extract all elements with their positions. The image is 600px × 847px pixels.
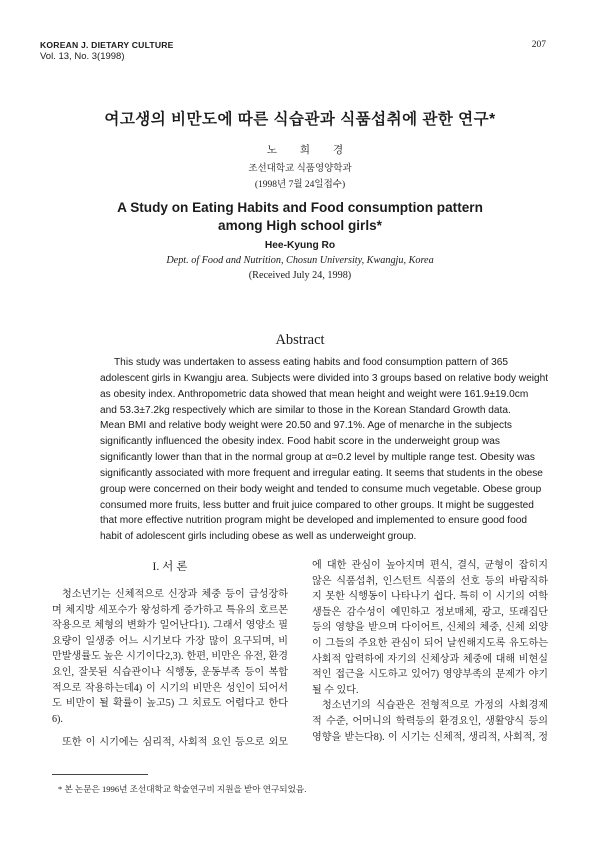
body-column-left xyxy=(52,587,288,751)
journal-name: KOREAN J. DIETARY CULTURE xyxy=(40,40,174,50)
english-author: Hee-Kyung Ro xyxy=(264,240,336,251)
body-line: 생들은 감수성이 예민하고 정보매체, 광고, 또래집단 xyxy=(312,606,548,618)
body-line: 6). xyxy=(52,713,63,725)
section-heading-introduction: I. 서 론 xyxy=(152,560,188,573)
body-line: 적 수준, 어머니의 학력등의 환경요인, 생활양식 등의 xyxy=(312,715,548,727)
body-line: 며 체지방 세포수가 왕성하게 증가하고 특유의 호르몬 xyxy=(52,604,288,616)
abstract-line: significantly lower than that in the normal group at α=0.2 level by multiple range test. Obesity was xyxy=(100,452,535,464)
abstract-line: This study was undertaken to assess eating habits and food consumption pattern of 365 xyxy=(114,357,508,368)
body-line: 지 못한 식행동이 나타나기 쉽다. 특히 이 시기의 여학 xyxy=(312,591,548,603)
abstract-line: adolescent girls in Kwangju area. Subjects were divided into 3 groups based on relative body weight xyxy=(100,372,549,384)
body-line: 적인 접근을 시도하고 있어7) 영양부족의 문제가 야기 xyxy=(312,669,548,681)
korean-received-date: (1998년 7월 24일접수) xyxy=(254,180,346,190)
body-line: 청소년기는 신체적으로 신장과 체중 등이 급성장하 xyxy=(62,589,288,600)
korean-title: 여고생의 비만도에 따른 식습관과 식품섭취에 관한 연구* xyxy=(104,111,496,128)
abstract-line: significantly influenced the obesity index. Food habit score in the underweight group was xyxy=(100,436,500,448)
abstract-line: group were concerned on their body weight and tended to consume much vegetable. Obese group xyxy=(100,483,542,495)
journal-volume: Vol. 13, No. 3(1998) xyxy=(40,51,125,62)
body-line: 만발생률도 높은 시기이다2,3). 한편, 비만은 유전, 환경 xyxy=(52,651,288,663)
english-received-date: (Received July 24, 1998) xyxy=(248,270,352,281)
footnote-divider xyxy=(52,774,148,775)
body-line: 도 비만이 될 확률이 높고5) 그 치료도 어렵다고 한다 xyxy=(52,698,288,710)
body-line: 등의 영향을 받으며 다이어트, 신체의 체중, 신체 외양 xyxy=(312,622,548,634)
abstract-line: significantly associated with more frequent and irregular eating. It seems that students in the obese xyxy=(100,467,543,479)
abstract-line: that more effective nutrition program might be developed and implemented to ensure good food xyxy=(100,515,528,527)
body-line: 될 수 있다. xyxy=(312,684,359,696)
body-line: 또한 이 시기에는 심리적, 사회적 요인 등으로 외모 xyxy=(62,737,288,749)
body-line: 청소년기의 식습관은 전형적으로 가정의 사회경제 xyxy=(322,700,548,712)
korean-author: 노 희 경 xyxy=(266,144,354,156)
abstract-line: Mean BMI and relative body weight were 20.50 and 97.1%. Age of menarche in the subjects xyxy=(100,420,512,432)
page-number: 207 xyxy=(531,40,546,50)
english-title-line-2: among High school girls* xyxy=(218,218,382,233)
abstract-line: consumed more fruits, less butter and fruit juice compared to other groups. It might be suggested xyxy=(100,499,534,511)
body-line: 요인, 잘못된 식습관이나 식행동, 운동부족 등이 복합 xyxy=(52,666,288,678)
english-affiliation: Dept. of Food and Nutrition, Chosun University, Kwangju, Korea xyxy=(166,255,434,266)
abstract-line: as obesity index. Anthropometric data showed that mean height and weight were 161.9±19.0cm xyxy=(100,388,529,400)
body-line: 적으로 작용하는데4) 이 시기의 비만은 성인이 되어서 xyxy=(52,682,288,694)
body-line: 작용으로 체형의 변화가 일어난다1). 그래서 영양소 필 xyxy=(52,620,288,632)
body-line: 이 그들의 주요한 관심이 되어 날씬해지도록 유도하는 xyxy=(312,637,548,649)
body-line: 영향을 받는다8). 이 시기는 신체적, 생리적, 사회적, 정 xyxy=(312,731,548,743)
english-title-line-1: A Study on Eating Habits and Food consumption pattern xyxy=(117,200,483,215)
korean-affiliation: 조선대학교 식품영양학과 xyxy=(248,164,352,174)
abstract-body xyxy=(100,355,549,545)
body-line: 에 대한 관심이 높아지며 편식, 결식, 균형이 잡히지 xyxy=(312,560,548,571)
body-line: 사회적 압력하에 자기의 신체상과 체중에 대해 비현실 xyxy=(312,653,548,665)
body-column-right xyxy=(312,558,548,745)
abstract-heading: Abstract xyxy=(275,332,325,348)
body-line: 않은 식품섭취, 인스턴트 식품의 선호 등의 바람직하 xyxy=(312,575,548,587)
abstract-line: habit of adolescent girls including obese as well as underweight group. xyxy=(100,531,417,543)
footnote: * 본 논문은 1996년 조선대학교 학술연구비 지원을 받아 연구되었음. xyxy=(58,784,307,794)
abstract-line: and 53.3±7.2kg respectively which are similar to those in the Korean Standard Growth data. xyxy=(100,404,511,416)
body-line: 요량이 일생중 어느 시기보다 가장 많이 요구되며, 비 xyxy=(52,635,288,647)
